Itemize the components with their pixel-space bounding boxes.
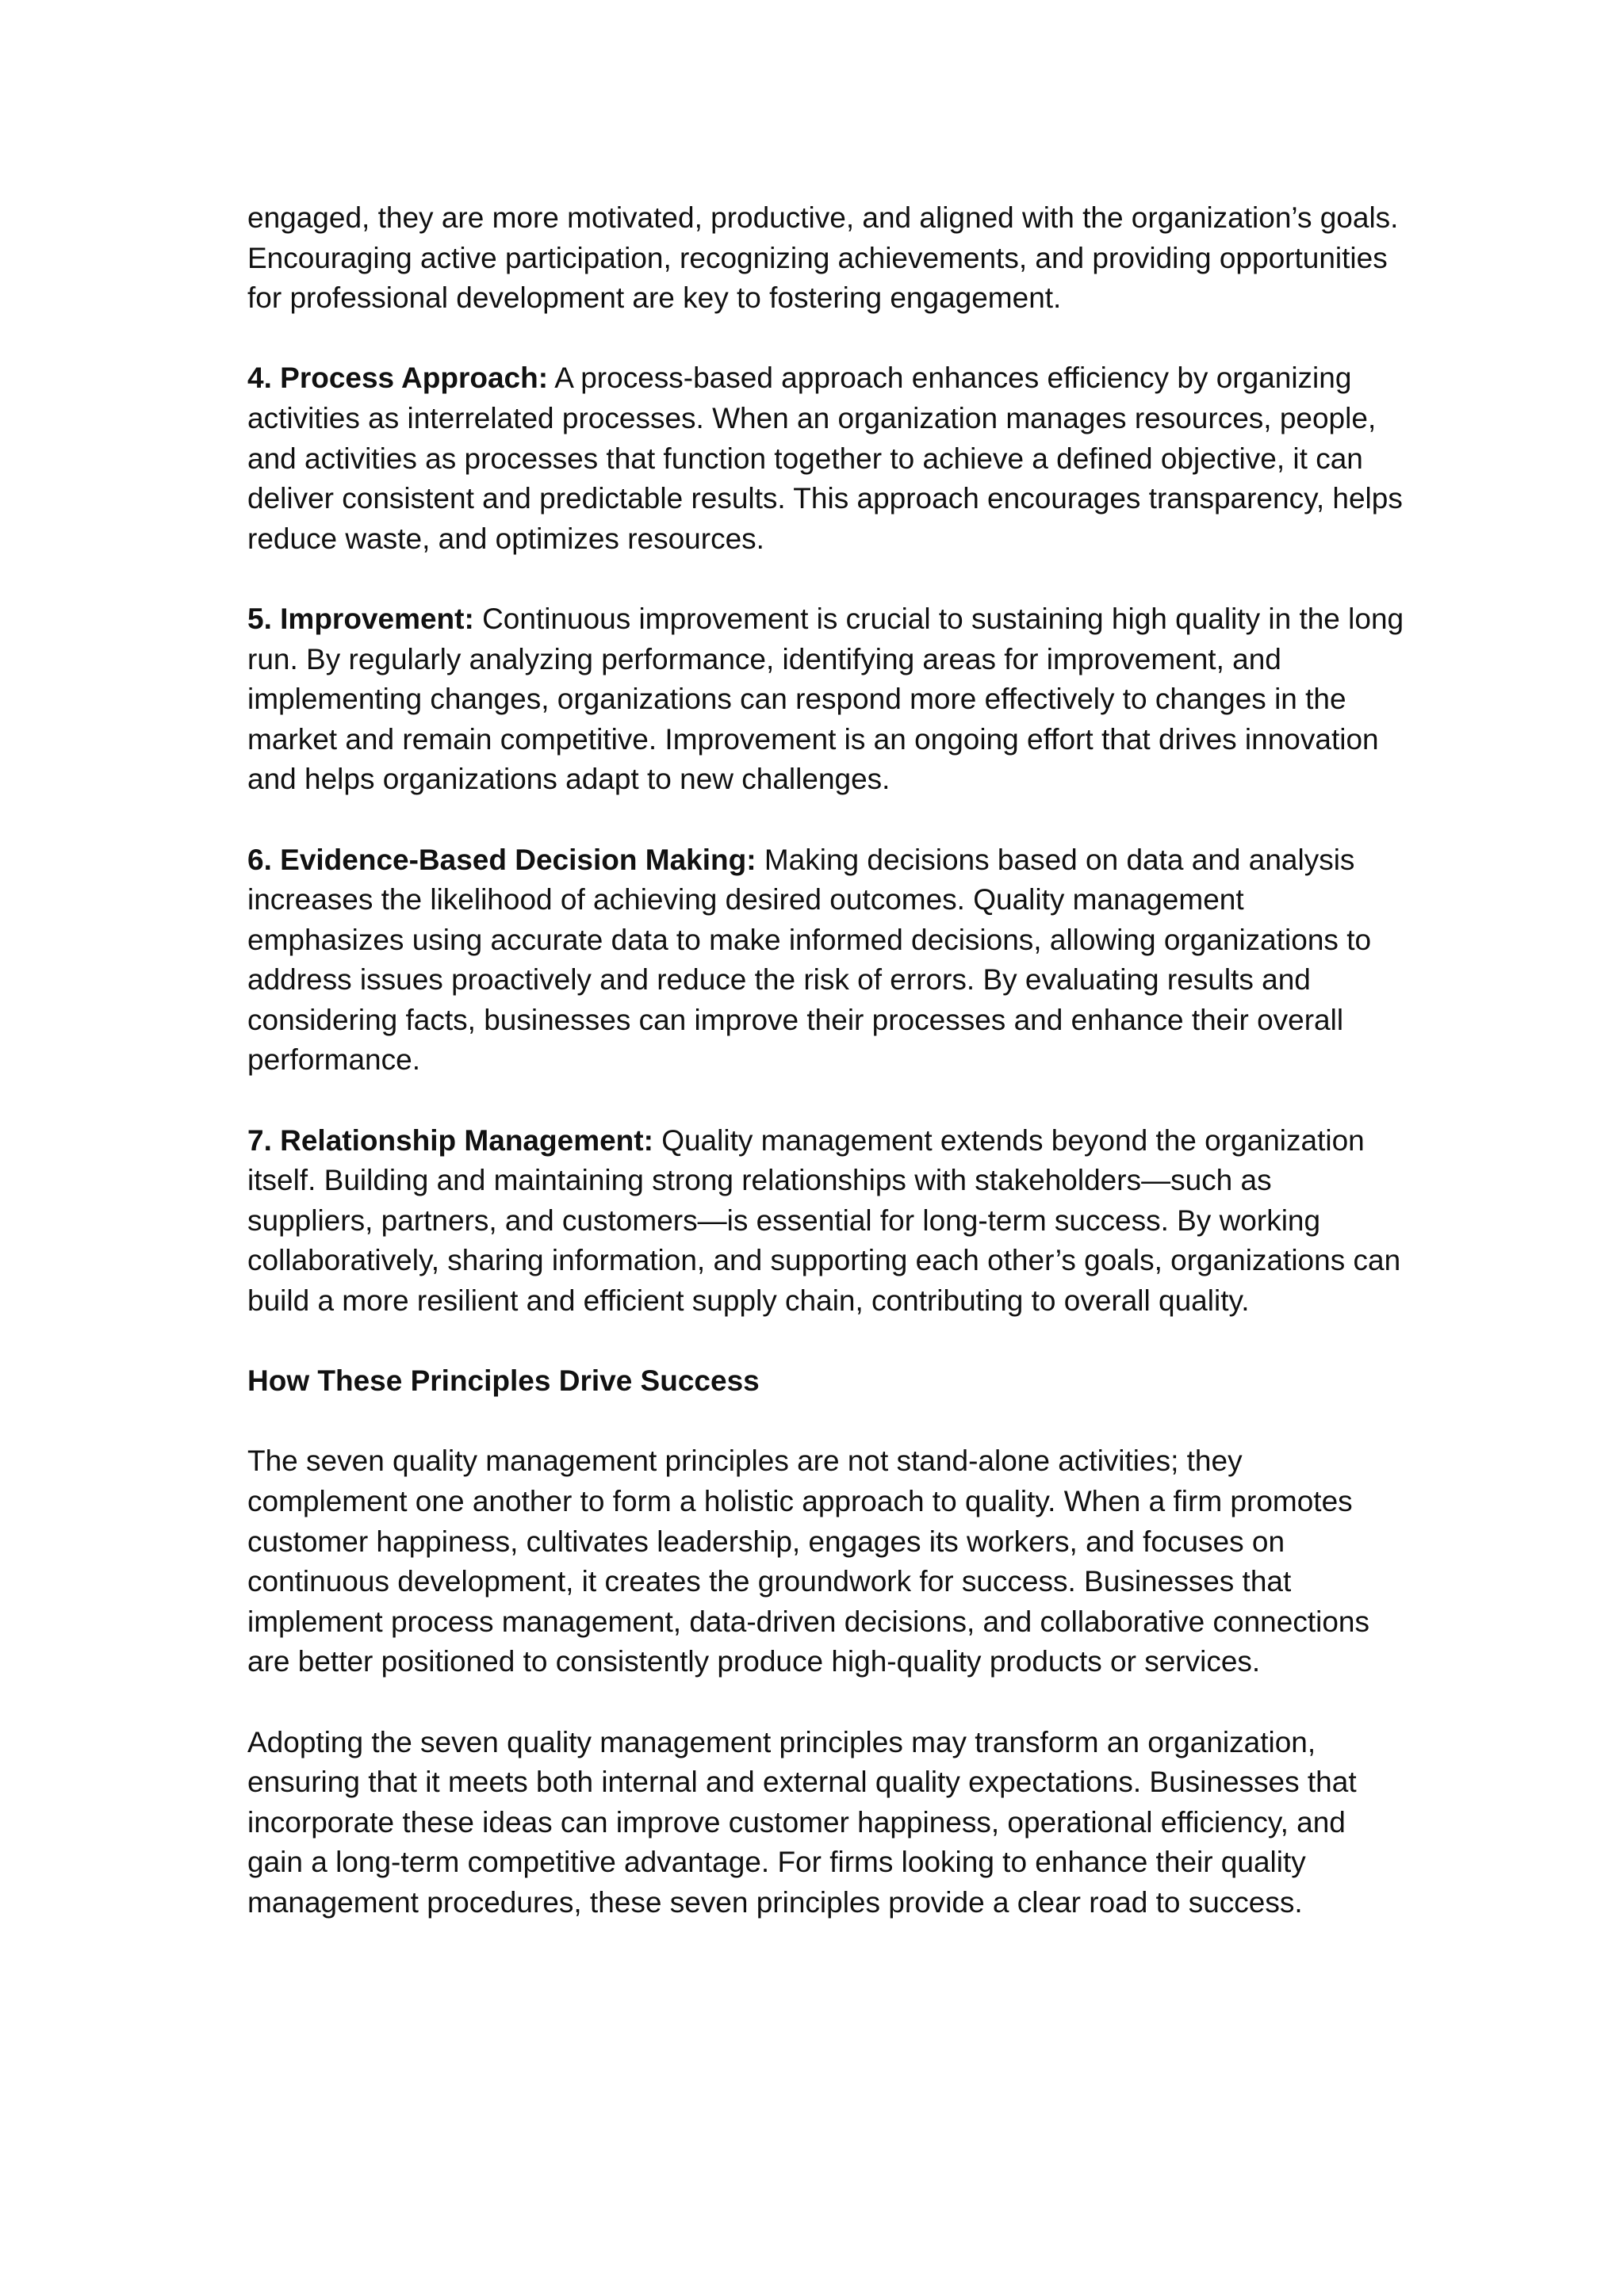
- principle-text: Continuous improvement is crucial to sustaining high quality in the long run. By regularly analyzing performance, identifying areas for improvement, and implementing changes, organizations can respond more effectively to changes in the market and remain competitive. Improvement is an ongoing effort that drives innovation and helps organizations adapt to new challenges.: [247, 602, 1404, 796]
- document-page: [247, 198, 1405, 1923]
- principle-text: A process-based approach enhances efficiency by organizing activities as interrelated processes. When an organization manages resources, people, and activities as processes that function together to achieve a defined objective, it can deliver consistent and predictable results. This approach encourages transparency, helps reduce waste, and optimizes resources.: [247, 362, 1403, 555]
- principle-improvement: [247, 599, 1405, 800]
- principle-title: 6. Evidence-Based Decision Making:: [247, 843, 756, 876]
- principle-title: 4. Process Approach:: [247, 362, 549, 395]
- principle-process-approach: [247, 358, 1405, 559]
- principle-title: 7. Relationship Management:: [247, 1123, 653, 1157]
- principle-title: 5. Improvement:: [247, 602, 474, 635]
- intro-paragraph: engaged, they are more motivated, productive, and aligned with the organization’s goals. Encouraging active participation, recognizing achievements, and providing opportunities for professional development are key to fostering engagement.: [247, 201, 1399, 315]
- principle-text: Quality management extends beyond the organization itself. Building and maintaining strong relationships with stakeholders—such as suppliers, partners, and customers—is essential for long-term success. By working collaboratively, sharing information, and supporting each other’s goals, organizations can build a more resilient and efficient supply chain, contributing to overall quality.: [247, 1123, 1401, 1318]
- section-paragraph: Adopting the seven quality management principles may transform an organization, ensuring that it meets both internal and external quality expectations. Businesses that incorporate these ideas can improve customer happiness, operational efficiency, and gain a long-term competitive advantage. For firms looking to enhance their quality management procedures, these seven principles provide a clear road to success.: [247, 1725, 1357, 1919]
- section-heading: How These Principles Drive Success: [247, 1364, 760, 1398]
- principle-text: Making decisions based on data and analysis increases the likelihood of achieving desired outcomes. Quality management emphasizes using accurate data to make informed decisions, allowing organizations to address issues proactively and reduce the risk of errors. By evaluating results and considering facts, businesses can improve their processes and enhance their overall performance.: [247, 843, 1372, 1077]
- principle-evidence-based-decision-making: [247, 840, 1405, 1081]
- principle-relationship-management: [247, 1121, 1405, 1322]
- section-paragraph: The seven quality management principles are not stand-alone activities; they complement one another to form a holistic approach to quality. When a firm promotes customer happiness, cultivates leadership, engages its workers, and focuses on continuous development, it creates the groundwork for success. Businesses that implement process management, data-driven decisions, and collaborative connections are better positioned to consistently produce high-quality products or services.: [247, 1445, 1369, 1678]
